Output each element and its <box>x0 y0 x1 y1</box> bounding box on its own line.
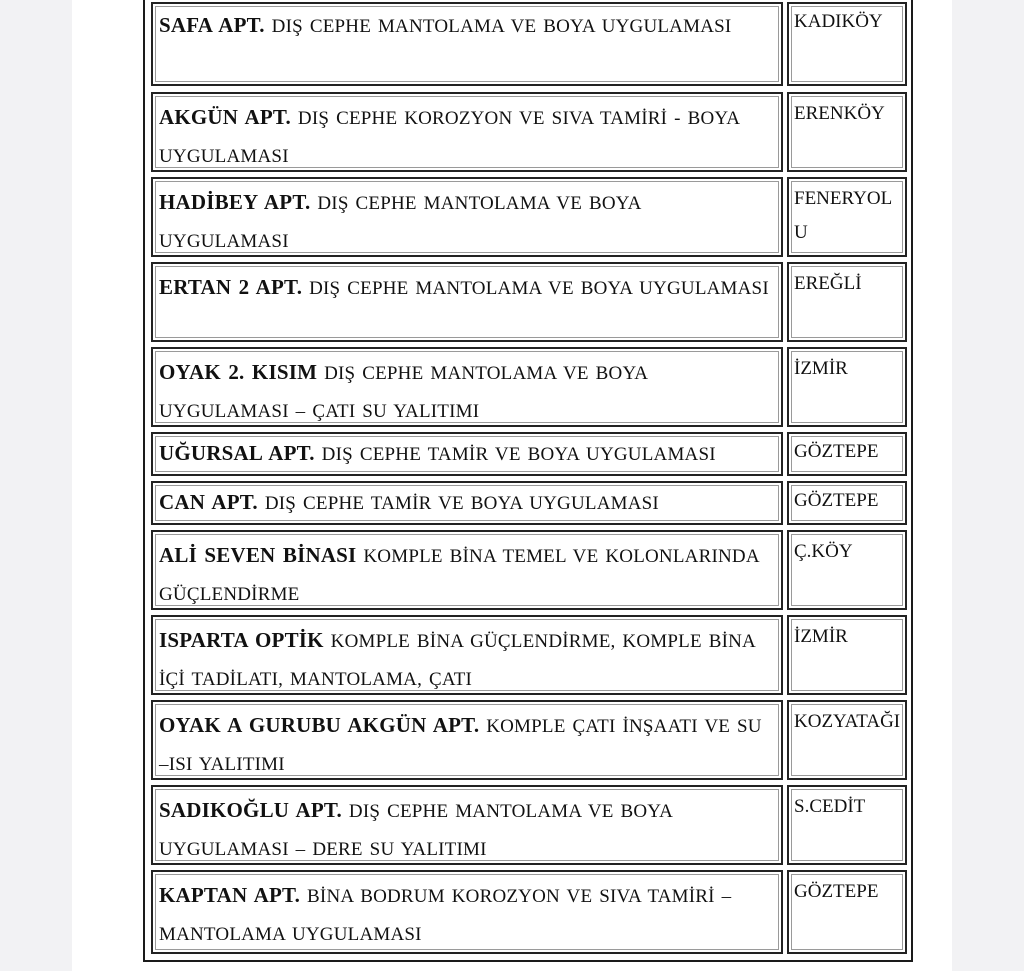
project-title: ERTAN 2 APT. <box>159 275 303 299</box>
project-description-cell <box>151 432 783 476</box>
project-description-cell <box>151 177 783 257</box>
project-location: FENERYOLU <box>794 188 893 243</box>
project-work: DIŞ CEPHE KOROZYON VE SIVA TAMİRİ - BOYA UYGULAMASI <box>159 108 740 167</box>
project-title: SADIKOĞLU APT. <box>159 798 342 822</box>
table-row <box>145 611 911 699</box>
project-location: GÖZTEPE <box>794 490 879 511</box>
project-work: DIŞ CEPHE TAMİR VE BOYA UYGULAMASI <box>264 493 659 514</box>
project-title: UĞURSAL APT. <box>159 441 315 465</box>
project-description-cell <box>151 481 783 525</box>
table-row <box>145 477 911 529</box>
project-location-cell <box>787 870 907 954</box>
project-location-cell <box>787 92 907 172</box>
project-location-cell <box>787 262 907 342</box>
project-location: KOZYATAĞI <box>794 711 901 732</box>
project-title: HADİBEY APT. <box>159 190 311 214</box>
project-location-cell <box>787 785 907 865</box>
project-location-cell <box>787 481 907 525</box>
project-work: KOMPLE ÇATI İNŞAATI VE SU –ISI YALITIMI <box>159 716 762 775</box>
project-title: ISPARTA OPTİK <box>159 628 324 652</box>
project-location-cell <box>787 432 907 476</box>
project-location: S.CEDİT <box>794 796 866 817</box>
table-row <box>145 0 911 90</box>
project-location: Ç.KÖY <box>794 541 853 562</box>
project-title: OYAK A GURUBU AKGÜN APT. <box>159 713 480 737</box>
project-location: İZMİR <box>794 626 848 647</box>
table-row <box>145 258 911 346</box>
project-title: CAN APT. <box>159 490 258 514</box>
project-work: DIŞ CEPHE MANTOLAMA VE BOYA UYGULAMASI <box>309 278 769 299</box>
project-description-cell <box>151 92 783 172</box>
project-title: KAPTAN APT. <box>159 883 301 907</box>
table-row <box>145 866 911 958</box>
project-location-cell <box>787 615 907 695</box>
project-title: SAFA APT. <box>159 13 265 37</box>
project-location-cell <box>787 2 907 86</box>
project-location: İZMİR <box>794 358 848 379</box>
project-description-cell <box>151 262 783 342</box>
project-title: OYAK 2. KISIM <box>159 360 318 384</box>
project-location: EREĞLİ <box>794 273 862 294</box>
project-description-cell <box>151 530 783 610</box>
project-location-cell <box>787 177 907 257</box>
project-description-cell <box>151 615 783 695</box>
project-location-cell <box>787 700 907 780</box>
table-row <box>145 526 911 614</box>
project-work: BİNA BODRUM KOROZYON VE SIVA TAMİRİ – MANTOLAMA UYGULAMASI <box>159 886 732 945</box>
project-work: DIŞ CEPHE TAMİR VE BOYA UYGULAMASI <box>321 444 716 465</box>
project-work: KOMPLE BİNA GÜÇLENDİRME, KOMPLE BİNA İÇİ TADİLATI, MANTOLAMA, ÇATI <box>159 631 755 690</box>
project-description-cell <box>151 870 783 954</box>
project-location: ERENKÖY <box>794 103 885 124</box>
project-work: DIŞ CEPHE MANTOLAMA VE BOYA UYGULAMASI – DERE SU YALITIMI <box>159 801 672 860</box>
project-description-cell <box>151 785 783 865</box>
table-row <box>145 88 911 176</box>
project-work: DIŞ CEPHE MANTOLAMA VE BOYA UYGULAMASI <box>159 193 641 252</box>
table-row <box>145 781 911 869</box>
project-work: DIŞ CEPHE MANTOLAMA VE BOYA UYGULAMASI <box>271 16 732 37</box>
projects-table <box>143 0 913 962</box>
project-description-cell <box>151 700 783 780</box>
project-location-cell <box>787 347 907 427</box>
project-location-cell <box>787 530 907 610</box>
table-row <box>145 696 911 784</box>
project-work: KOMPLE BİNA TEMEL VE KOLONLARINDA GÜÇLENDİRME <box>159 546 759 605</box>
project-title: ALİ SEVEN BİNASI <box>159 543 357 567</box>
project-work: DIŞ CEPHE MANTOLAMA VE BOYA UYGULAMASI – ÇATI SU YALITIMI <box>159 363 648 422</box>
project-description-cell <box>151 2 783 86</box>
project-location: GÖZTEPE <box>794 881 879 902</box>
project-title: AKGÜN APT. <box>159 105 291 129</box>
project-location: KADIKÖY <box>794 11 883 32</box>
project-location: GÖZTEPE <box>794 441 879 462</box>
table-row <box>145 428 911 480</box>
table-row <box>145 173 911 261</box>
table-row <box>145 343 911 431</box>
project-description-cell <box>151 347 783 427</box>
